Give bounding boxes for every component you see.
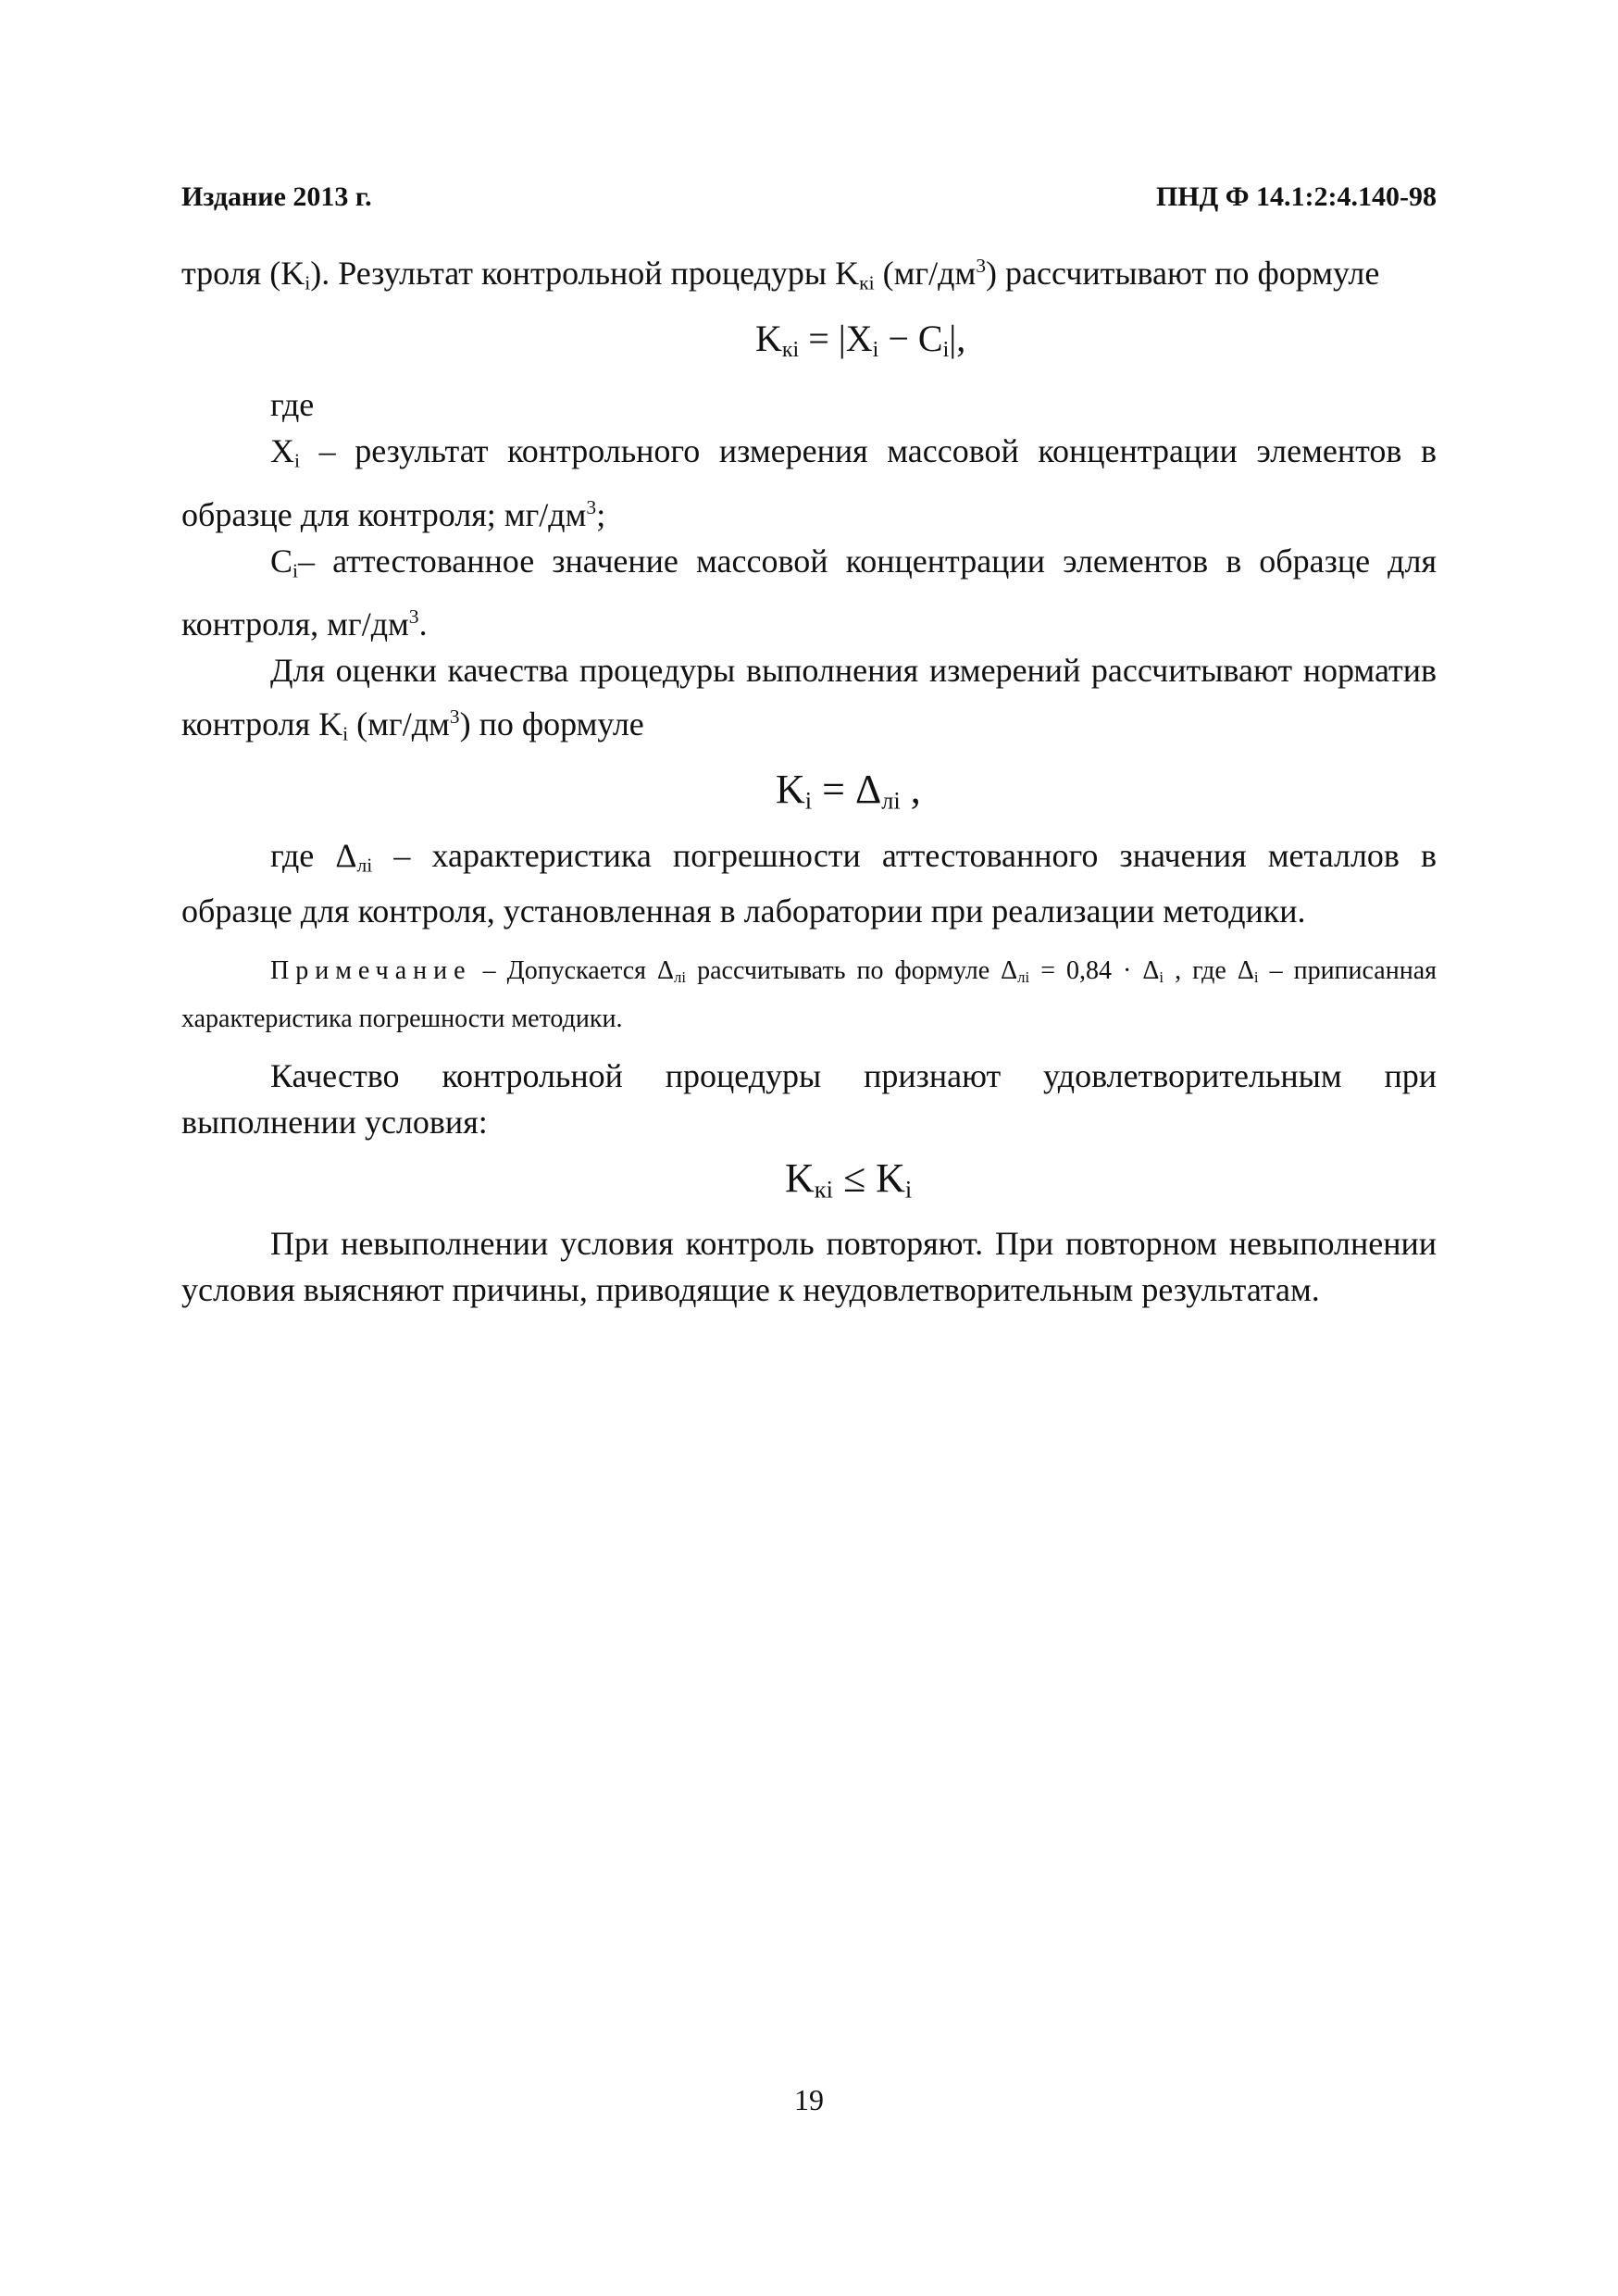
document-code: ПНД Ф 14.1:2:4.140-98 [1155, 181, 1437, 212]
page-content [181, 243, 1437, 1313]
paragraph-repeat: При невыполнении условия контроль повторяют. При повторном невыполнении условия выясняют причины, приводящие к неудовлетворительным результатам. [181, 1225, 1437, 1309]
note-label: Примечание [270, 956, 472, 986]
paragraph-norm: Для оценки качества процедуры выполнения измерений рассчитывают норматив контроля $K_i$ $(мг/дм^3)$ по формуле [181, 652, 1437, 745]
edition-label: Издание 2013 г. [181, 181, 372, 212]
formula-condition: $K_{кі} \le K_i$ [785, 1154, 913, 1204]
definition-c: $C_i-$ аттестованное значение массовой концентрации элементов в образце для контроля, $мг/дм^3$. [181, 542, 1437, 643]
where-label: где [270, 386, 315, 424]
paragraph-delta-definition: где $\Delta_{лі}$ – характеристика погрешности аттестованного значения металлов в образце для контроля, установленная в лаборатории при реализации методики. [181, 836, 1438, 930]
formula-control-result: $K_{кі} = |X_i - C_i|$, [755, 318, 966, 363]
definition-x: $X_i$ – результат контрольного измерения массовой концентрации элементов в образце для контроля; $мг/дм^3$; [181, 432, 1437, 533]
note: Примечание – Допускается $\Delta_{лі}$ рассчитывать по формуле $\Delta_{лі} = 0,84 \cdot \Delta_i$ , где $\Delta_i$ – приписанная характеристика погрешности методики. [181, 956, 1438, 1033]
formula-norm: $K_i = \Delta_{лі}$ , [776, 767, 921, 815]
paragraph-quality: Качество контрольной процедуры признают удовлетворительным при выполнении условия: [181, 1056, 1437, 1141]
page-header [181, 181, 1437, 218]
paragraph-intro: троля $(K_i)$. Результат контрольной процедуры $K_{кі}$ $(мг/дм^3)$ рассчитывают по формуле [181, 254, 1380, 294]
page-number: 19 [794, 2083, 824, 2116]
